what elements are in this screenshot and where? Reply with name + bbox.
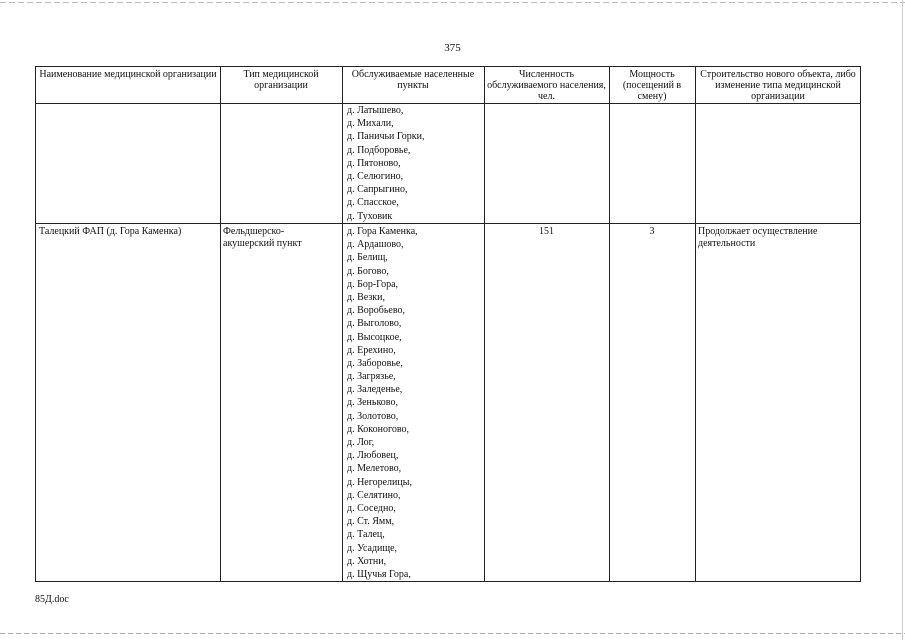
column-divider: [609, 67, 610, 582]
place-item: д. Туховик: [347, 210, 393, 222]
place-item: д. Высоцкое,: [347, 331, 402, 343]
place-item: д. Соседно,: [347, 502, 396, 514]
place-item: д. Усадище,: [347, 542, 398, 554]
place-item: д. Паничьи Горки,: [347, 131, 425, 143]
place-item: д. Талец,: [347, 529, 385, 541]
column-divider: [220, 67, 221, 582]
place-item: д. Белищ,: [347, 252, 388, 264]
place-item: д. Воробьево,: [347, 305, 405, 317]
place-item: д. Мелетово,: [347, 463, 402, 475]
place-item: д. Михали,: [347, 118, 394, 130]
place-item: д. Загрязье,: [347, 371, 396, 383]
place-item: д. Выголово,: [347, 318, 402, 330]
place-item: д. Селятино,: [347, 489, 401, 501]
place-item: д. Ст. Ямм,: [347, 516, 395, 528]
place-item: д. Золотово,: [347, 410, 399, 422]
row2-population: 151: [539, 226, 554, 237]
scan-right-edge: [902, 0, 903, 640]
place-item: д. Спасское,: [347, 197, 399, 209]
place-item: д. Негорелицы,: [347, 476, 412, 488]
table-border-right: [860, 67, 861, 582]
place-item: д. Ерехино,: [347, 344, 396, 356]
place-item: д. Богово,: [347, 265, 389, 277]
places-list: [342, 225, 484, 581]
place-item: д. Любовец,: [347, 450, 399, 462]
place-item: д. Гора Каменка,: [347, 226, 418, 237]
places-list: [342, 104, 484, 223]
place-item: д. Зеньково,: [347, 397, 398, 409]
place-item: д. Щучья Гора,: [347, 568, 411, 580]
column-divider: [484, 67, 485, 582]
row2-capacity: 3: [649, 226, 655, 237]
place-item: д. Сапрыгино,: [347, 184, 408, 196]
place-item: д. Хотни,: [347, 555, 387, 567]
place-item: д. Латышево,: [347, 105, 404, 116]
header-type: Тип медицинской организации: [243, 69, 319, 91]
footer-filename: 85Д.doc: [35, 594, 69, 605]
place-item: д. Подборовье,: [347, 144, 411, 156]
place-item: д. Везки,: [347, 291, 385, 303]
place-item: д. Бор-Гора,: [347, 278, 399, 290]
row2-organization: Талецкий ФАП (д. Гора Каменка): [39, 226, 182, 237]
header-change: Строительство нового объекта, либо изменение типа медицинской организации: [700, 69, 856, 102]
place-item: д. Заледенье,: [347, 384, 403, 396]
place-item: д. Селюгино,: [347, 170, 404, 182]
place-item: д. Ардашово,: [347, 239, 404, 251]
place-item: д. Пятоново,: [347, 157, 401, 169]
place-item: д. Коконогово,: [347, 423, 409, 435]
header-population: Численность обслуживаемого населения, чел.: [487, 69, 606, 102]
row1-places: [342, 104, 484, 223]
row2-type: Фельдшерско-акушерский пункт: [223, 226, 302, 249]
scan-bottom-edge: [0, 633, 905, 634]
row2-change: Продолжает осуществление деятельности: [698, 226, 818, 249]
facilities-table: [35, 66, 861, 582]
row2-places: [342, 225, 484, 581]
place-item: д. Лог,: [347, 437, 375, 448]
page-number: 375: [444, 42, 461, 54]
column-divider: [695, 67, 696, 582]
place-item: д. Заборовье,: [347, 357, 403, 369]
scan-top-edge: [0, 2, 905, 3]
header-organization: Наименование медицинской организации: [39, 69, 217, 80]
header-places: Обслуживаемые населенные пункты: [351, 69, 475, 91]
header-capacity: Мощность (посещений в смену): [622, 69, 682, 102]
table-border-bottom: [36, 581, 861, 582]
row-divider: [36, 223, 861, 224]
